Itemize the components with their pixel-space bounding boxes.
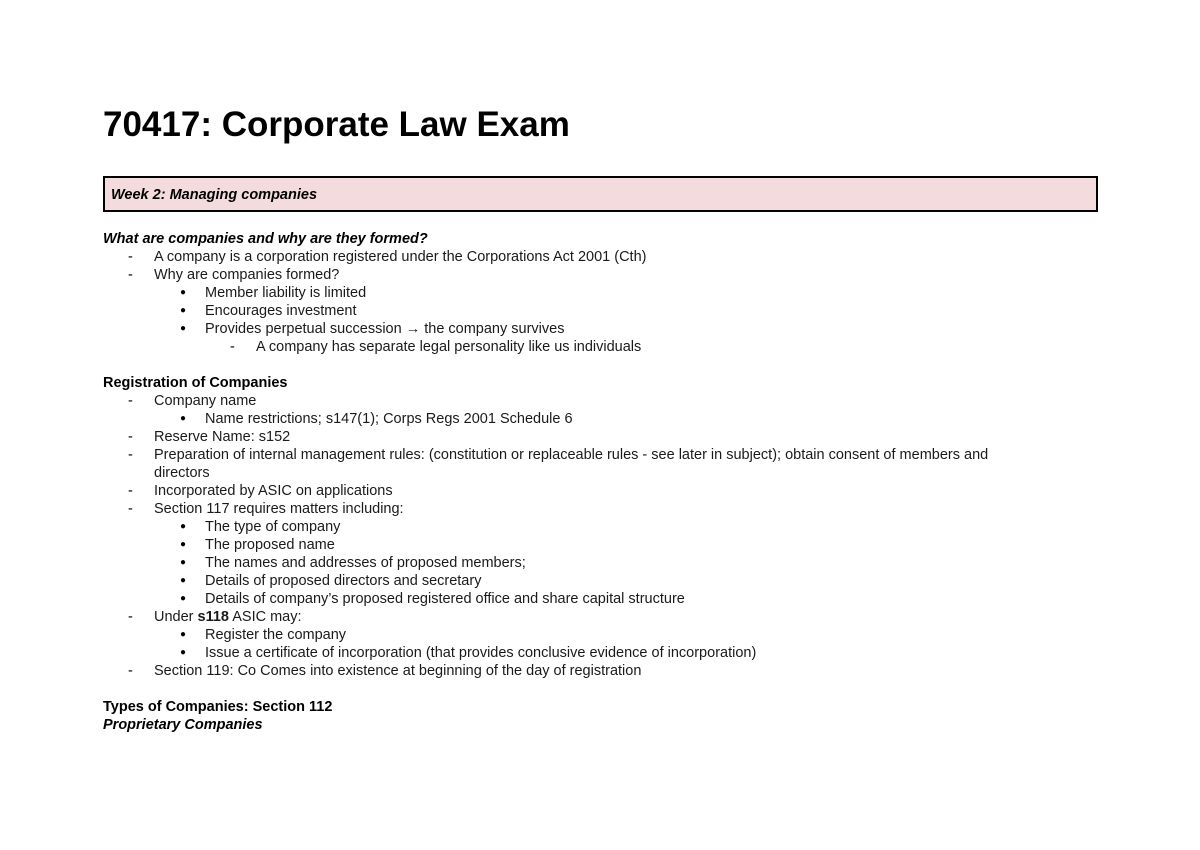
bullet-icon: ●: [180, 521, 187, 532]
list-item-text: The proposed name: [205, 537, 335, 553]
list-item-text: Member liability is limited: [205, 285, 367, 301]
dash-marker: -: [128, 663, 133, 679]
bullet-icon: ●: [180, 413, 187, 424]
dash-marker: -: [128, 267, 133, 283]
list-item-text: Details of proposed directors and secretary: [205, 573, 482, 589]
dash-marker: -: [128, 483, 133, 499]
list-item-text: Incorporated by ASIC on applications: [154, 483, 393, 499]
list-item-text: Details of company’s proposed registered office and share capital structure: [205, 591, 685, 607]
list-item: [103, 572, 1098, 590]
bullet-icon: ●: [180, 305, 187, 316]
dash-marker: -: [128, 393, 133, 409]
week-banner: [103, 176, 1098, 212]
list-item-text: Name restrictions; s147(1); Corps Regs 2001 Schedule 6: [205, 411, 573, 427]
list-item-text: directors: [154, 465, 210, 481]
notes-body: [103, 230, 1098, 734]
list-item-text-suffix: ASIC may:: [229, 609, 302, 625]
list-item: [103, 266, 1098, 284]
dash-marker: -: [128, 501, 133, 517]
list-item: [103, 500, 1098, 518]
bullet-icon: ●: [180, 539, 187, 550]
week-banner-label: Week 2: Managing companies: [111, 187, 318, 203]
list-item-text: Section 117 requires matters including:: [154, 501, 404, 517]
list-item-text: Why are companies formed?: [154, 267, 340, 283]
section-heading: Types of Companies: Section 112: [103, 699, 333, 715]
list-item: [103, 644, 1098, 662]
bullet-icon: ●: [180, 647, 187, 658]
bullet-icon: ●: [180, 323, 187, 334]
list-item: [103, 608, 1098, 626]
list-item-continuation: [103, 464, 1098, 482]
spacer: [103, 356, 1098, 374]
list-item: [103, 662, 1098, 680]
list-item: [103, 320, 1098, 338]
list-item-text: Provides perpetual succession → the company survives: [205, 321, 565, 337]
list-item: [103, 590, 1098, 608]
list-item-text: The type of company: [205, 519, 341, 535]
list-item-text: Encourages investment: [205, 303, 357, 319]
list-item: [103, 626, 1098, 644]
list-item: [103, 536, 1098, 554]
list-item: [103, 554, 1098, 572]
dash-marker: -: [128, 447, 133, 463]
list-item-text: A company has separate legal personality like us individuals: [256, 339, 642, 355]
list-item-text: Register the company: [205, 627, 347, 643]
list-item-text: A company is a corporation registered under the Corporations Act 2001 (Cth): [154, 249, 647, 265]
dash-marker: -: [128, 609, 133, 625]
list-item: [103, 446, 1098, 464]
section-reference: s118: [197, 609, 229, 625]
bullet-icon: ●: [180, 629, 187, 640]
spacer: [103, 680, 1098, 698]
dash-marker: -: [128, 429, 133, 445]
bullet-icon: ●: [180, 575, 187, 586]
list-item: [103, 428, 1098, 446]
subsection-heading: Proprietary Companies: [103, 717, 263, 733]
list-item-text: Company name: [154, 393, 257, 409]
list-item-text: Issue a certificate of incorporation (that provides conclusive evidence of incorporation): [205, 645, 757, 661]
list-item: [103, 518, 1098, 536]
dash-marker: -: [128, 249, 133, 265]
list-item-text: The names and addresses of proposed members;: [205, 555, 526, 571]
list-item: [103, 482, 1098, 500]
list-item-text: Section 119: Co Comes into existence at beginning of the day of registration: [154, 663, 642, 679]
list-item: [103, 392, 1098, 410]
list-item-text: Reserve Name: s152: [154, 429, 291, 445]
section-heading: What are companies and why are they formed?: [103, 231, 428, 247]
section-heading: Registration of Companies: [103, 375, 288, 391]
list-item: [103, 248, 1098, 266]
list-item-text: Preparation of internal management rules: (constitution or replaceable rules - see later in subject); obtain consent of members and: [154, 447, 989, 463]
list-item: [103, 410, 1098, 428]
bullet-icon: ●: [180, 287, 187, 298]
list-item: [103, 284, 1098, 302]
bullet-icon: ●: [180, 557, 187, 568]
bullet-icon: ●: [180, 593, 187, 604]
document-title: 70417: Corporate Law Exam: [103, 105, 570, 144]
list-item-text-prefix: Under: [154, 609, 198, 625]
dash-marker: -: [230, 339, 235, 355]
list-item: [103, 302, 1098, 320]
list-item-text: [103, 608, 1098, 626]
list-item: [103, 338, 1098, 356]
